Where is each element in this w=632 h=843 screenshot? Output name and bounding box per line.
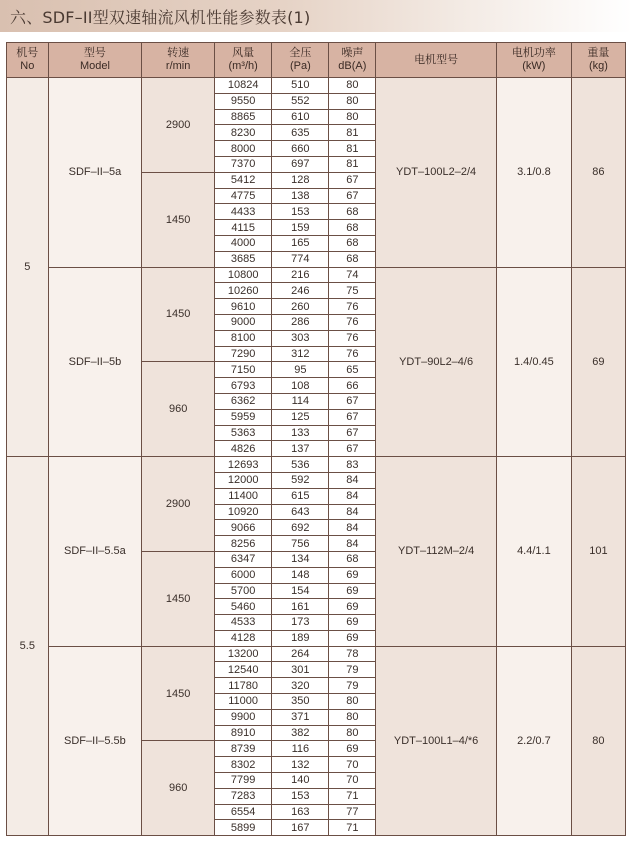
pressure-cell: 116 — [272, 741, 329, 757]
motor-cell: YDT–100L2–2/4 — [376, 78, 497, 268]
flow-cell: 4115 — [215, 220, 272, 236]
flow-cell: 8100 — [215, 330, 272, 346]
noise-cell: 81 — [329, 141, 376, 157]
noise-cell: 77 — [329, 804, 376, 820]
flow-cell: 12693 — [215, 457, 272, 473]
pressure-cell: 163 — [272, 804, 329, 820]
table-row — [7, 457, 626, 473]
noise-cell: 80 — [329, 93, 376, 109]
motor-cell: YDT–100L1–4/*6 — [376, 646, 497, 836]
noise-cell: 81 — [329, 156, 376, 172]
power-cell: 2.2/0.7 — [496, 646, 571, 836]
header-no: 机号 No — [7, 43, 49, 78]
pressure-cell: 756 — [272, 536, 329, 552]
pressure-cell: 635 — [272, 125, 329, 141]
noise-cell: 67 — [329, 172, 376, 188]
speed-cell: 2900 — [142, 78, 215, 173]
pressure-cell: 774 — [272, 251, 329, 267]
noise-cell: 74 — [329, 267, 376, 283]
table-row — [7, 267, 626, 283]
pressure-cell: 134 — [272, 551, 329, 567]
noise-cell: 79 — [329, 662, 376, 678]
flow-cell: 4775 — [215, 188, 272, 204]
noise-cell: 69 — [329, 583, 376, 599]
pressure-cell: 189 — [272, 630, 329, 646]
weight-cell: 80 — [571, 646, 625, 836]
flow-cell: 11400 — [215, 488, 272, 504]
flow-cell: 5700 — [215, 583, 272, 599]
pressure-cell: 133 — [272, 425, 329, 441]
pressure-cell: 510 — [272, 78, 329, 94]
pressure-cell: 128 — [272, 172, 329, 188]
flow-cell: 5899 — [215, 820, 272, 836]
noise-cell: 70 — [329, 773, 376, 789]
flow-cell: 10920 — [215, 504, 272, 520]
table-row — [7, 646, 626, 662]
noise-cell: 80 — [329, 725, 376, 741]
noise-cell: 84 — [329, 504, 376, 520]
pressure-cell: 350 — [272, 694, 329, 710]
pressure-cell: 552 — [272, 93, 329, 109]
noise-cell: 69 — [329, 630, 376, 646]
flow-cell: 5412 — [215, 172, 272, 188]
pressure-cell: 615 — [272, 488, 329, 504]
noise-cell: 84 — [329, 536, 376, 552]
pressure-cell: 138 — [272, 188, 329, 204]
pressure-cell: 153 — [272, 204, 329, 220]
flow-cell: 6554 — [215, 804, 272, 820]
speed-cell: 960 — [142, 362, 215, 457]
machine-no-cell: 5.5 — [7, 457, 49, 836]
model-cell: SDF–II–5.5b — [48, 646, 142, 836]
noise-cell: 84 — [329, 520, 376, 536]
noise-cell: 76 — [329, 299, 376, 315]
noise-cell: 68 — [329, 220, 376, 236]
flow-cell: 8865 — [215, 109, 272, 125]
flow-cell: 9066 — [215, 520, 272, 536]
noise-cell: 71 — [329, 788, 376, 804]
pressure-cell: 610 — [272, 109, 329, 125]
pressure-cell: 660 — [272, 141, 329, 157]
noise-cell: 68 — [329, 235, 376, 251]
pressure-cell: 167 — [272, 820, 329, 836]
flow-cell: 9000 — [215, 314, 272, 330]
pressure-cell: 320 — [272, 678, 329, 694]
header-motor: 电机型号 — [376, 43, 497, 78]
noise-cell: 67 — [329, 393, 376, 409]
pressure-cell: 371 — [272, 709, 329, 725]
model-cell: SDF–II–5.5a — [48, 457, 142, 647]
flow-cell: 11000 — [215, 694, 272, 710]
flow-cell: 4826 — [215, 441, 272, 457]
header-row — [7, 43, 626, 78]
noise-cell: 71 — [329, 820, 376, 836]
header-flow: 风量 (m³/h) — [215, 43, 272, 78]
flow-cell: 5363 — [215, 425, 272, 441]
flow-cell: 12000 — [215, 472, 272, 488]
pressure-cell: 286 — [272, 314, 329, 330]
flow-cell: 7290 — [215, 346, 272, 362]
pressure-cell: 246 — [272, 283, 329, 299]
flow-cell: 8302 — [215, 757, 272, 773]
table-row — [7, 78, 626, 94]
flow-cell: 7799 — [215, 773, 272, 789]
noise-cell: 66 — [329, 378, 376, 394]
pressure-cell: 216 — [272, 267, 329, 283]
motor-cell: YDT–90L2–4/6 — [376, 267, 497, 457]
pressure-cell: 137 — [272, 441, 329, 457]
noise-cell: 84 — [329, 472, 376, 488]
noise-cell: 80 — [329, 694, 376, 710]
pressure-cell: 153 — [272, 788, 329, 804]
flow-cell: 6000 — [215, 567, 272, 583]
pressure-cell: 592 — [272, 472, 329, 488]
header-speed: 转速 r/min — [142, 43, 215, 78]
flow-cell: 4000 — [215, 235, 272, 251]
flow-cell: 9550 — [215, 93, 272, 109]
pressure-cell: 643 — [272, 504, 329, 520]
noise-cell: 67 — [329, 441, 376, 457]
pressure-cell: 114 — [272, 393, 329, 409]
flow-cell: 4128 — [215, 630, 272, 646]
pressure-cell: 303 — [272, 330, 329, 346]
pressure-cell: 108 — [272, 378, 329, 394]
pressure-cell: 697 — [272, 156, 329, 172]
performance-table — [6, 42, 626, 836]
pressure-cell: 692 — [272, 520, 329, 536]
speed-cell: 1450 — [142, 267, 215, 362]
power-cell: 1.4/0.45 — [496, 267, 571, 457]
noise-cell: 79 — [329, 678, 376, 694]
motor-cell: YDT–112M–2/4 — [376, 457, 497, 647]
noise-cell: 69 — [329, 599, 376, 615]
flow-cell: 4433 — [215, 204, 272, 220]
flow-cell: 9900 — [215, 709, 272, 725]
noise-cell: 80 — [329, 709, 376, 725]
weight-cell: 69 — [571, 267, 625, 457]
model-cell: SDF–II–5a — [48, 78, 142, 268]
noise-cell: 65 — [329, 362, 376, 378]
flow-cell: 10800 — [215, 267, 272, 283]
header-power: 电机功率 (kW) — [496, 43, 571, 78]
weight-cell: 86 — [571, 78, 625, 268]
speed-cell: 1450 — [142, 551, 215, 646]
flow-cell: 6362 — [215, 393, 272, 409]
pressure-cell: 125 — [272, 409, 329, 425]
flow-cell: 6347 — [215, 551, 272, 567]
noise-cell: 76 — [329, 330, 376, 346]
noise-cell: 76 — [329, 314, 376, 330]
pressure-cell: 95 — [272, 362, 329, 378]
speed-cell: 1450 — [142, 172, 215, 267]
pressure-cell: 165 — [272, 235, 329, 251]
flow-cell: 12540 — [215, 662, 272, 678]
pressure-cell: 312 — [272, 346, 329, 362]
flow-cell: 11780 — [215, 678, 272, 694]
machine-no-cell: 5 — [7, 78, 49, 457]
noise-cell: 76 — [329, 346, 376, 362]
flow-cell: 8230 — [215, 125, 272, 141]
noise-cell: 68 — [329, 251, 376, 267]
flow-cell: 7370 — [215, 156, 272, 172]
flow-cell: 9610 — [215, 299, 272, 315]
table-body — [7, 78, 626, 836]
noise-cell: 70 — [329, 757, 376, 773]
noise-cell: 69 — [329, 567, 376, 583]
pressure-cell: 161 — [272, 599, 329, 615]
noise-cell: 75 — [329, 283, 376, 299]
noise-cell: 68 — [329, 204, 376, 220]
speed-cell: 2900 — [142, 457, 215, 552]
flow-cell: 8910 — [215, 725, 272, 741]
flow-cell: 7150 — [215, 362, 272, 378]
power-cell: 4.4/1.1 — [496, 457, 571, 647]
power-cell: 3.1/0.8 — [496, 78, 571, 268]
flow-cell: 10260 — [215, 283, 272, 299]
noise-cell: 67 — [329, 409, 376, 425]
noise-cell: 68 — [329, 551, 376, 567]
noise-cell: 83 — [329, 457, 376, 473]
flow-cell: 6793 — [215, 378, 272, 394]
noise-cell: 84 — [329, 488, 376, 504]
noise-cell: 69 — [329, 741, 376, 757]
flow-cell: 8000 — [215, 141, 272, 157]
pressure-cell: 132 — [272, 757, 329, 773]
noise-cell: 81 — [329, 125, 376, 141]
flow-cell: 10824 — [215, 78, 272, 94]
flow-cell: 4533 — [215, 615, 272, 631]
speed-cell: 960 — [142, 741, 215, 836]
flow-cell: 8739 — [215, 741, 272, 757]
pressure-cell: 159 — [272, 220, 329, 236]
pressure-cell: 148 — [272, 567, 329, 583]
header-weight: 重量 (kg) — [571, 43, 625, 78]
pressure-cell: 154 — [272, 583, 329, 599]
header-pressure: 全压 (Pa) — [272, 43, 329, 78]
speed-cell: 1450 — [142, 646, 215, 741]
noise-cell: 67 — [329, 188, 376, 204]
flow-cell: 8256 — [215, 536, 272, 552]
pressure-cell: 140 — [272, 773, 329, 789]
title-bar — [0, 0, 632, 32]
model-cell: SDF–II–5b — [48, 267, 142, 457]
weight-cell: 101 — [571, 457, 625, 647]
pressure-cell: 301 — [272, 662, 329, 678]
pressure-cell: 382 — [272, 725, 329, 741]
noise-cell: 78 — [329, 646, 376, 662]
header-noise: 噪声 dB(A) — [329, 43, 376, 78]
page-title: 六、SDF–II型双速轴流风机性能参数表(1) — [10, 8, 311, 27]
noise-cell: 80 — [329, 78, 376, 94]
flow-cell: 5460 — [215, 599, 272, 615]
noise-cell: 80 — [329, 109, 376, 125]
header-model: 型号 Model — [48, 43, 142, 78]
flow-cell: 7283 — [215, 788, 272, 804]
pressure-cell: 173 — [272, 615, 329, 631]
flow-cell: 13200 — [215, 646, 272, 662]
pressure-cell: 264 — [272, 646, 329, 662]
flow-cell: 5959 — [215, 409, 272, 425]
pressure-cell: 260 — [272, 299, 329, 315]
noise-cell: 67 — [329, 425, 376, 441]
flow-cell: 3685 — [215, 251, 272, 267]
pressure-cell: 536 — [272, 457, 329, 473]
noise-cell: 69 — [329, 615, 376, 631]
